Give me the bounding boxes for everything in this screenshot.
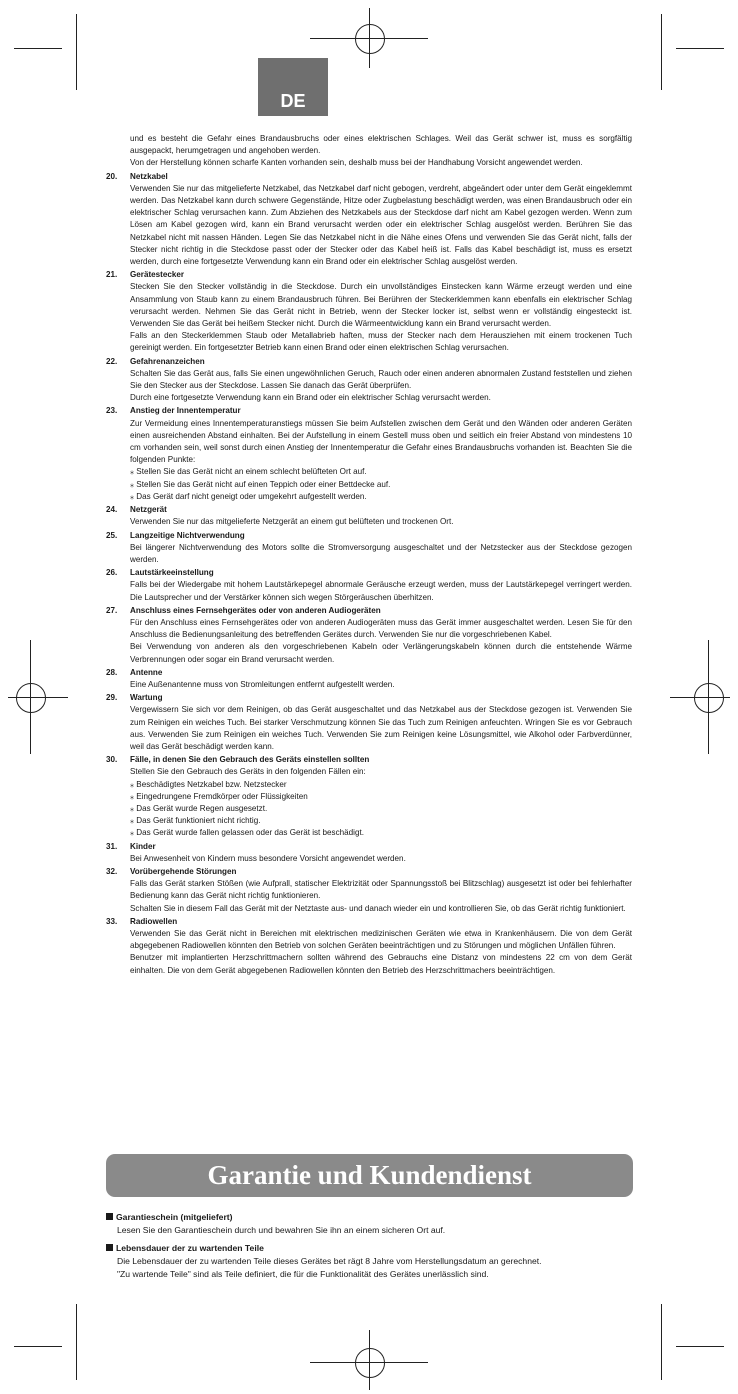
bullet-item [130, 815, 632, 827]
section-number: 24. [106, 505, 118, 515]
section-body [130, 567, 632, 604]
intro-paragraph: Von der Herstellung können scharfe Kanten vorhanden sein, deshalb muss bei der Handhabung Vorsicht angewendet werden. [130, 158, 583, 168]
section-paragraph: Bei Anwesenheit von Kindern muss besondere Vorsicht angewendet werden. [130, 853, 406, 863]
bullet-item [130, 779, 632, 791]
warranty-item-title: Garantieschein (mitgeliefert) [116, 1212, 233, 1222]
asterisk-bullet-icon: ⁎ [130, 791, 135, 801]
section-paragraph: Bei längerer Nichtverwendung des Motors sollte die Stromversorgung ausgeschaltet und der Netzstecker aus der Steckdose gezogen werden. [130, 542, 632, 564]
section-title: Antenne [130, 667, 163, 677]
sections-list [106, 171, 632, 977]
section-body [130, 866, 632, 915]
section-paragraph: Vergewissern Sie sich vor dem Reinigen, ob das Gerät ausgeschaltet und das Netzkabel aus der Steckdose gezogen ist. Verwenden Sie zum Reinigen ein weiches Tuch. Bei starker Verschmutzung können Sie das Tuch zum Reinigen anfeuchten. Wringen Sie es vor Gebrauch aus. Verwenden Sie zum Reinigen ein weiches Tuch. Verwenden Sie zum Reinigen keine Lösungsmittel, wie Alkohol oder Farbverdünner, weil das Gerät beschädigt werden kann. [130, 705, 632, 751]
section-number: 31. [106, 841, 118, 851]
section-item [106, 866, 632, 915]
square-bullet-icon [106, 1213, 113, 1220]
section-paragraph: Schalten Sie das Gerät aus, falls Sie einen ungewöhnlichen Geruch, Rauch oder einen anderen abnormalen Zustand feststellen und ziehen Sie den Stecker aus der Steckdose. Lassen Sie danach das Gerät überprüfen. [130, 368, 632, 391]
section-paragraph: Stellen Sie den Gebrauch des Geräts in den folgenden Fällen ein: [130, 767, 366, 777]
square-bullet-icon [106, 1244, 113, 1251]
bullet-item [130, 479, 632, 491]
asterisk-bullet-icon: ⁎ [130, 803, 135, 813]
section-paragraph: Falls das Gerät starken Stößen (wie Aufprall, statischer Elektrizität oder Spannungsstoß bei Blitzschlag) ausgesetzt ist oder bei fehlerhafter Bedienung kann das Gerät nicht richtig funktionieren. [130, 879, 632, 901]
bullet-text: Das Gerät wurde Regen ausgesetzt. [136, 803, 268, 813]
section-paragraph: Bei Verwendung von anderen als den vorgeschriebenen Kabeln oder Verlängerungskabeln können durch die entstehende Wärme Verbrennungen oder sogar ein Brand verursacht werden. [130, 642, 632, 664]
section-paragraph: Verwenden Sie nur das mitgelieferte Netzgerät an einem gut belüfteten und trockenen Ort. [130, 517, 454, 527]
section-paragraph: Falls bei der Wiedergabe mit hohem Lautstärkepegel abnormale Geräusche erzeugt werden, muss der Lautstärkepegel verringert werden. Die Lautsprecher und der Verstärker können sich wegen Störgeräuschen überhitzen. [130, 580, 632, 602]
section-title: Fälle, in denen Sie den Gebrauch des Geräts einstellen sollten [130, 755, 370, 765]
section-number: 26. [106, 568, 118, 578]
asterisk-bullet-icon: ⁎ [130, 816, 135, 826]
section-number: 20. [106, 171, 118, 181]
section-body [130, 841, 632, 865]
section-number: 27. [106, 605, 118, 615]
section-title: Gefahrenanzeichen [130, 356, 205, 366]
bullet-text: Das Gerät wurde fallen gelassen oder das Gerät ist beschädigt. [136, 828, 364, 838]
section-item [106, 504, 632, 528]
section-body [130, 171, 632, 269]
warranty-line: Die Lebensdauer der zu wartenden Teile dieses Gerätes bet rägt 8 Jahre vom Herstellungsdatum an gerechnet. [117, 1256, 542, 1266]
section-number: 23. [106, 406, 118, 416]
section-title: Wartung [130, 693, 163, 703]
asterisk-bullet-icon: ⁎ [130, 467, 135, 477]
section-number: 22. [106, 356, 118, 366]
section-item [106, 692, 632, 753]
warranty-line: Lesen Sie den Garantieschein durch und bewahren Sie ihn an einem sicheren Ort auf. [117, 1225, 446, 1235]
section-body [130, 356, 632, 405]
section-paragraph: Eine Außenantenne muss von Stromleitungen entfernt aufgestellt werden. [130, 679, 395, 689]
section-paragraph: Verwenden Sie nur das mitgelieferte Netzkabel, das Netzkabel darf nicht gebogen, verdreht, abgeändert oder unter dem Gerät eingeklemmt werden. Das Netzkabel kann durch schwere Gegenstände, Hitze oder Zugbelastung beschädigt werden, was einen Brandausbruch oder ein elektrischer Schlag verursachen kann. Zum Abziehen des Netzkabels aus der Steckdose darf nicht am Kabel gezogen werden. Wenn zum Lösen am Kabel gezogen wird, kann ein Brand verursacht werden oder ein elektrischer Schlag ausgelöst werden. Berühren Sie das Netzkabel nicht mit nassen Händen. Legen Sie das Netzkabel nicht in die Nähe eines Ofens und verwenden Sie das Gerät nicht, falls der Stecker nicht richtig in die Steckdose passt oder der Stecker oder das Kabel heiß ist. Falls das Kabel beschädigt ist, muss es ersetzt werden, durch eine fortgesetzte Verwendung kann ein Brand oder ein elektrischer Schlag ausgelöst werden. [130, 183, 632, 267]
asterisk-bullet-icon: ⁎ [130, 479, 135, 489]
section-number: 30. [106, 755, 118, 765]
section-paragraph: Verwenden Sie das Gerät nicht in Bereichen mit elektrischen medizinischen Geräten wie etwa in Krankenhäusern. Die von dem Gerät abgegebenen Radiowellen könnten den Betrieb von solchen Geräten beeinträchtigen und zu Störungen und möglichen Unfällen führen. [130, 929, 632, 951]
asterisk-bullet-icon: ⁎ [130, 779, 135, 789]
section-item [106, 405, 632, 503]
section-number: 32. [106, 866, 118, 876]
section-paragraph: Für den Anschluss eines Fernsehgerätes oder von anderen Audiogeräten muss das Gerät immer ausgeschaltet werden. Lesen Sie für den Anschluss die Bedienungsanleitung des betreffenden Gerätes durch. Verwenden Sie nur die vorgeschriebenen Kabel. [130, 617, 632, 640]
section-item [106, 841, 632, 865]
section-title: Netzkabel [130, 171, 168, 181]
section-number: 33. [106, 916, 118, 926]
section-paragraph: Falls an den Steckerklemmen Staub oder Metallabrieb haften, muss der Stecker nach dem Herausziehen mit einem trockenen Tuch gereinigt werden. Ein fortgesetzter Betrieb kann einen Brand oder einen elektrischen Schlag verursachen. [130, 331, 632, 353]
warranty-item [106, 1242, 633, 1281]
section-item [106, 605, 632, 666]
warranty-section [106, 1211, 633, 1286]
section-title: Radiowellen [130, 916, 178, 926]
section-item [106, 269, 632, 354]
bullet-item [130, 791, 632, 803]
bullet-text: Beschädigtes Netzkabel bzw. Netzstecker [136, 779, 287, 789]
section-item [106, 530, 632, 567]
asterisk-bullet-icon: ⁎ [130, 828, 135, 838]
section-paragraph: Durch eine fortgesetzte Verwendung kann ein Brand oder ein elektrischer Schlag verursacht werden. [130, 393, 491, 403]
section-title: Netzgerät [130, 505, 167, 515]
section-number: 29. [106, 693, 118, 703]
section-body [130, 754, 632, 839]
bullet-item [130, 491, 632, 503]
section-paragraph: Stecken Sie den Stecker vollständig in die Steckdose. Durch ein unvollständiges Einstecken kann Wärme erzeugt werden und eine Ansammlung von Staub kann zu einem Brandausbruch führen. Bei Berühren der Steckerklemmen kann ebenfalls ein elektrischer Schlag verursacht werden. Nehmen Sie das Gerät nicht in Betrieb, wenn der Stecker locker ist, selbst wenn er vollständig eingesteckt ist. Verwenden Sie das Gerät bei heißem Stecker nicht. Durch die Wärmeentwicklung kann ein Brand verursacht werden. [130, 282, 632, 329]
section-number: 21. [106, 270, 118, 280]
bullet-text: Stellen Sie das Gerät nicht an einem schlecht belüfteten Ort auf. [136, 467, 367, 477]
bullet-item [130, 803, 632, 815]
bullet-text: Stellen Sie das Gerät nicht auf einen Teppich oder einer Bettdecke auf. [136, 479, 391, 489]
section-title: Gerätestecker [130, 270, 184, 280]
section-number: 25. [106, 530, 118, 540]
section-body [130, 916, 632, 977]
section-item [106, 916, 632, 977]
bullet-item [130, 466, 632, 478]
warranty-item [106, 1211, 633, 1237]
bullet-text: Eingedrungene Fremdkörper oder Flüssigkeiten [136, 791, 308, 801]
section-body [130, 269, 632, 354]
section-paragraph: Schalten Sie in diesem Fall das Gerät mit der Netztaste aus- und danach wieder ein und kontrollieren Sie, ob das Gerät richtig funktioniert. [130, 903, 626, 913]
intro-paragraph: und es besteht die Gefahr eines Brandausbruchs oder eines elektrischen Schlages. Weil das Gerät schwer ist, muss es sorgfältig ausgepackt, herumgetragen und angehoben werden. [130, 134, 632, 156]
bullet-text: Das Gerät darf nicht geneigt oder umgekehrt aufgestellt werden. [136, 491, 367, 501]
bullet-item [130, 827, 632, 839]
section-title: Kinder [130, 841, 156, 851]
section-body [130, 405, 632, 503]
asterisk-bullet-icon: ⁎ [130, 491, 135, 501]
section-item [106, 667, 632, 691]
section-body [130, 530, 632, 567]
section-item [106, 754, 632, 839]
language-tab: DE [258, 58, 328, 116]
section-item [106, 567, 632, 604]
section-title: Anschluss eines Fernsehgerätes oder von anderen Audiogeräten [130, 605, 381, 615]
section-body [130, 667, 632, 691]
section-number: 28. [106, 667, 118, 677]
section-paragraph: Zur Vermeidung eines Innentemperaturanstiegs müssen Sie beim Aufstellen zwischen dem Gerät und den Wänden oder anderen Geräten einen ausreichenden Abstand einhalten. Bei der Aufstellung in einem Gestell muss oben und seitlich ein freier Abstand von mindestens 10 cm vorhanden sein, weil sonst durch einen Anstieg der Innentemperatur die Gefahr eines Brandausbruchs vorhanden ist. Beachten Sie die folgenden Punkte: [130, 418, 632, 465]
bullet-text: Das Gerät funktioniert nicht richtig. [136, 816, 261, 826]
section-title: Vorübergehende Störungen [130, 866, 237, 876]
section-item [106, 171, 632, 269]
warranty-line: "Zu wartende Teile" sind als Teile definiert, die für die Funktionalität des Gerätes unerlässlich sind. [117, 1269, 489, 1279]
section-body [130, 692, 632, 753]
section-title: Anstieg der Innentemperatur [130, 406, 241, 416]
safety-instructions [106, 133, 632, 977]
section-paragraph: Benutzer mit implantierten Herzschrittmachern sollten während des Gebrauchs eine Distanz von mindestens 22 cm von dem Gerät einhalten. Die von dem Gerät abgegebenen Radiowellen könnten den Betrieb des Herzschrittmachers beeinträchtigen. [130, 953, 632, 975]
section-title: Langzeitige Nichtverwendung [130, 530, 245, 540]
section-body [130, 504, 632, 528]
warranty-item-title: Lebensdauer der zu wartenden Teile [116, 1243, 264, 1253]
warranty-banner: Garantie und Kundendienst [106, 1154, 633, 1197]
section-body [130, 605, 632, 666]
section-title: Lautstärkeeinstellung [130, 568, 214, 578]
section-item [106, 356, 632, 405]
